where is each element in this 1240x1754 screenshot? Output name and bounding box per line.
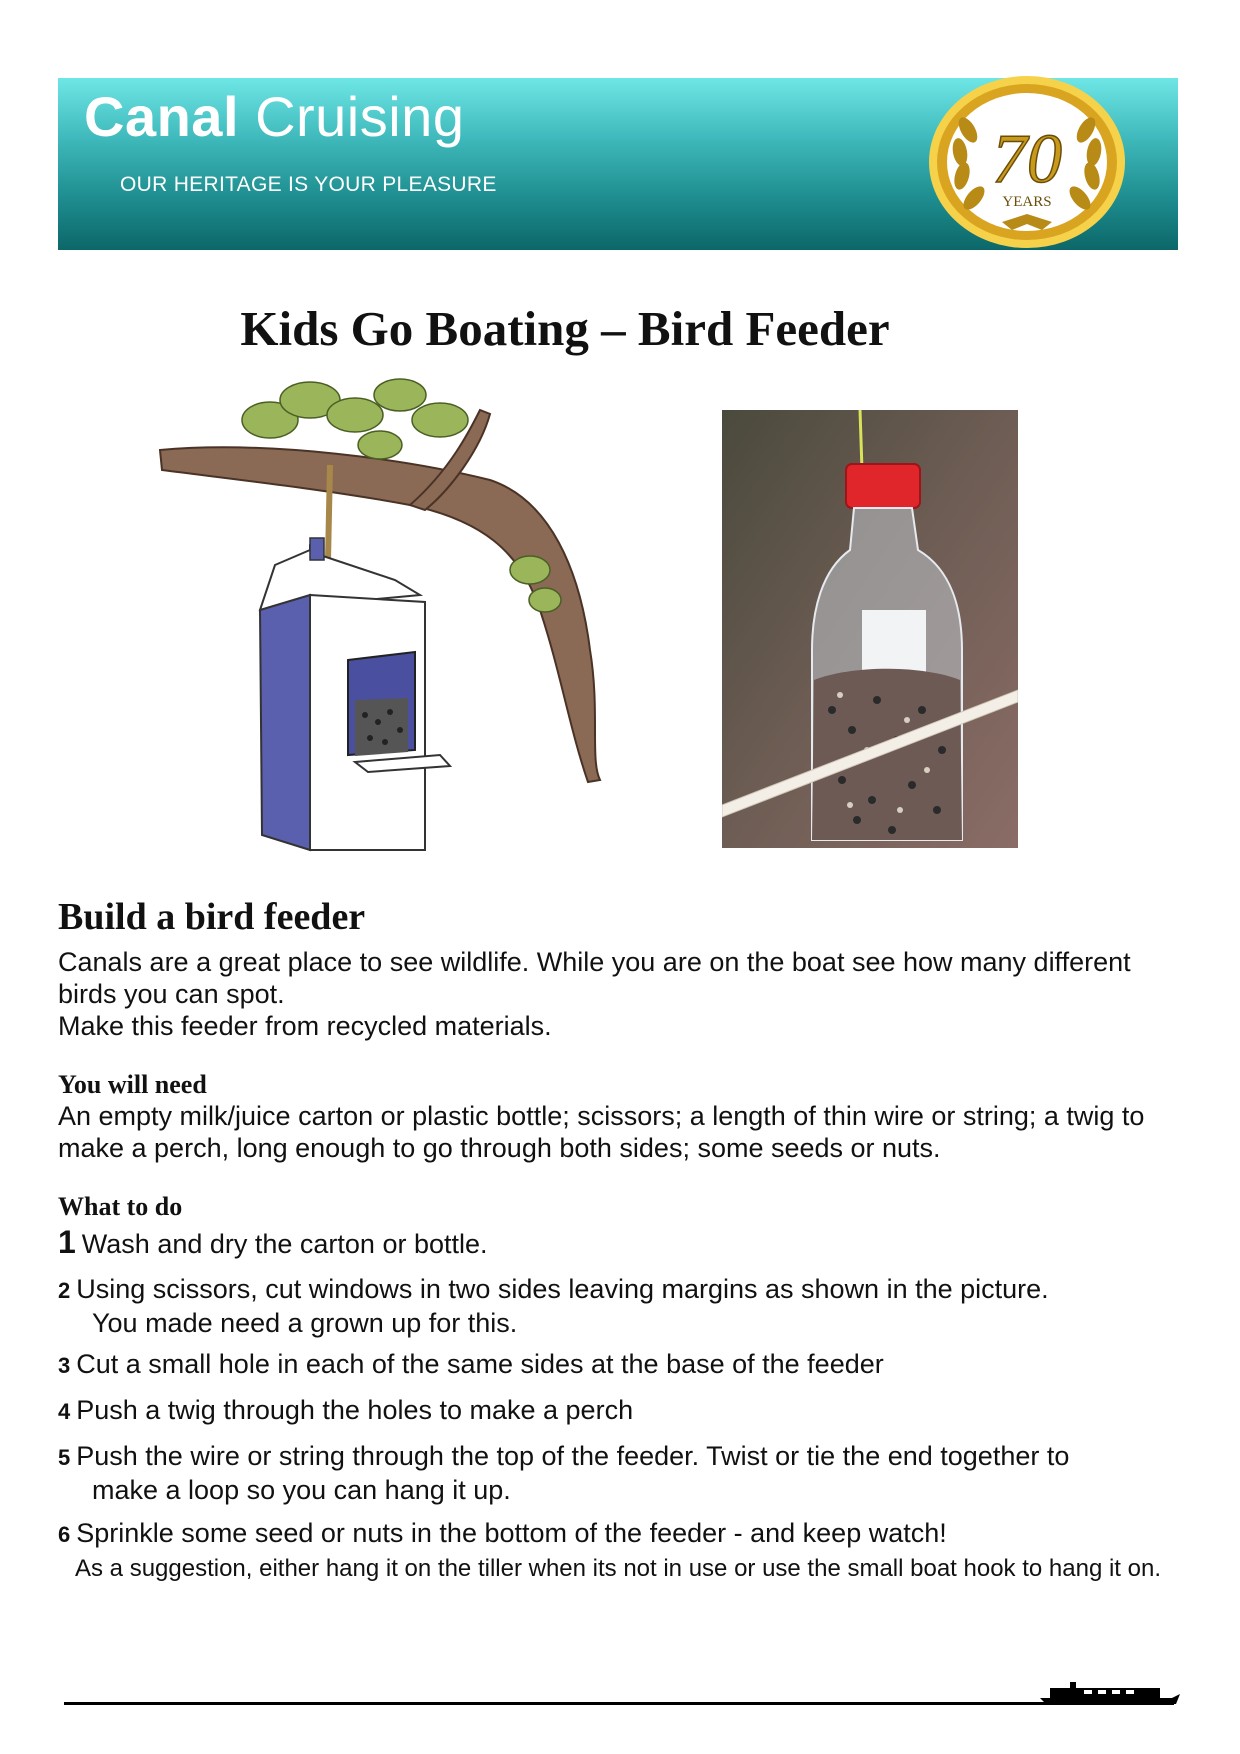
seal-number: 70 (992, 121, 1062, 198)
what-to-do-heading: What to do (58, 1192, 183, 1221)
seal-text: YEARS (1002, 194, 1052, 210)
brand-bold: Canal (84, 85, 239, 148)
step-2 (58, 1273, 1178, 1340)
step-1 (58, 1226, 1178, 1261)
step-number: 5 (58, 1445, 71, 1470)
step-6 (58, 1517, 1178, 1551)
content (58, 896, 1178, 1585)
carton-feeder-illustration (150, 370, 640, 870)
step-text: Sprinkle some seed or nuts in the bottom of the feeder - and keep watch! (76, 1518, 947, 1548)
step-text: Wash and dry the carton or bottle. (81, 1229, 488, 1259)
step-3 (58, 1348, 1178, 1382)
step-number: 1 (58, 1224, 76, 1260)
intro-text-2: Make this feeder from recycled materials. (58, 1011, 552, 1041)
step-text-continued: You made need a grown up for this. (92, 1308, 518, 1338)
step-text: Push a twig through the holes to make a perch (76, 1395, 634, 1425)
you-will-need-heading: You will need (58, 1070, 207, 1099)
step-number: 3 (58, 1353, 71, 1378)
section-heading: Build a bird feeder (58, 896, 366, 938)
you-will-need-text: An empty milk/juice carton or plastic bottle; scissors; a length of thin wire or string; a twig to make a perch, long enough to go through both sides; some seeds or nuts. (58, 1101, 1145, 1163)
step-text-continued: make a loop so you can hang it up. (92, 1475, 511, 1505)
brand-title (84, 84, 464, 149)
step-number: 6 (58, 1522, 71, 1547)
page-title: Kids Go Boating – Bird Feeder (240, 301, 890, 356)
anniversary-seal-icon (924, 72, 1130, 252)
step-number: 2 (58, 1278, 71, 1303)
suggestion-note: As a suggestion, either hang it on the tiller when its not in use or use the small boat hook to hang it on. (75, 1555, 1161, 1582)
footer-rule (64, 1702, 1174, 1705)
narrowboat-icon (1040, 1676, 1180, 1706)
bottle-feeder-photo (722, 410, 1018, 848)
step-4 (58, 1394, 1178, 1428)
step-number: 4 (58, 1399, 71, 1424)
step-text: Push the wire or string through the top of the feeder. Twist or tie the end together to (76, 1441, 1070, 1471)
tagline: OUR HERITAGE IS YOUR PLEASURE (120, 173, 497, 196)
step-text: Cut a small hole in each of the same sides at the base of the feeder (76, 1349, 884, 1379)
brand-light: Cruising (255, 85, 465, 148)
intro-text: Canals are a great place to see wildlife. While you are on the boat see how many different birds you can spot. (58, 947, 1131, 1009)
step-text: Using scissors, cut windows in two sides leaving margins as shown in the picture. (76, 1274, 1049, 1304)
step-5 (58, 1440, 1178, 1507)
